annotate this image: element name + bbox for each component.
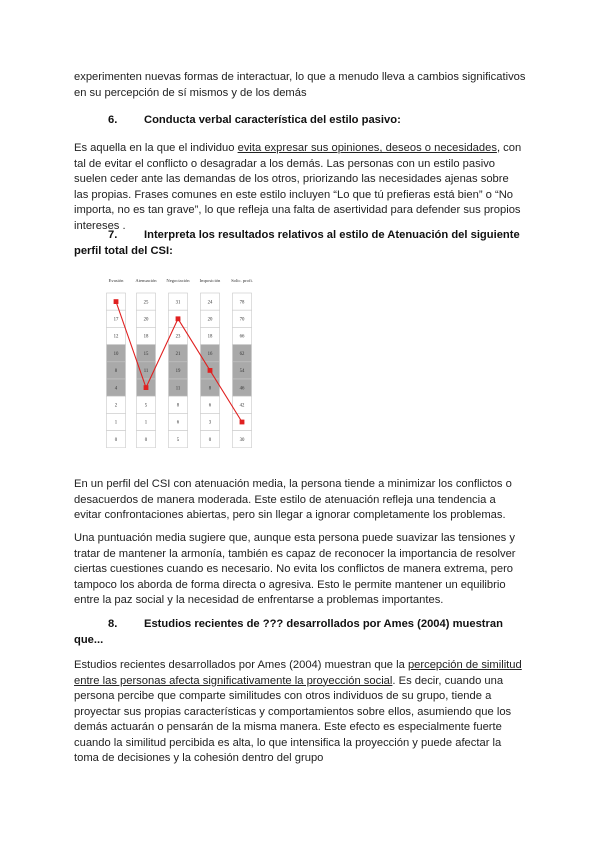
cell-value: 8 <box>208 386 212 392</box>
cell-value: 0 <box>114 437 118 443</box>
column-header: Imposición <box>199 278 221 283</box>
cell-value: 70 <box>239 317 245 323</box>
section-6-heading <box>74 113 526 129</box>
cell-value: 20 <box>143 317 149 323</box>
cell-value: 5 <box>176 437 180 443</box>
cell-value: 4 <box>114 386 118 392</box>
section-7-text-1: En un perfil del CSI con atenuación media, la persona tiende a minimizar los conflictos o desacuerdos de manera moderada. Este estilo de atenuación refleja una tendencia a evitar confrontaciones abiertas, pero sin llegar a ignorar completamente los problemas. <box>74 478 512 521</box>
cell-value: 6 <box>176 420 180 426</box>
cell-value: 8 <box>114 369 118 375</box>
cell-value: 11 <box>175 386 181 392</box>
section-6-text-prefix: Es aquella en la que el individuo <box>74 142 238 154</box>
cell-value: 24 <box>207 300 213 306</box>
cell-value: 5 <box>144 403 148 409</box>
section-8-underlined-text: percepción de similitud entre las personas afecta significativamente la proyección social <box>74 659 522 687</box>
cell-value: 21 <box>175 351 181 357</box>
column-header: Atenuación <box>135 278 157 283</box>
cell-value: 54 <box>239 369 245 375</box>
section-8-heading <box>74 617 526 648</box>
cell-value: 0 <box>144 437 148 443</box>
cell-value: 23 <box>175 334 181 340</box>
cell-value: 11 <box>143 369 149 375</box>
cell-value: 2 <box>114 403 118 409</box>
section-8-title: Estudios recientes de ??? desarrollados por Ames (2004) muestran que... <box>74 618 503 646</box>
cell-value: 8 <box>176 403 180 409</box>
profile-point <box>144 385 149 390</box>
cell-value: 62 <box>239 351 245 357</box>
section-8-text-prefix: Estudios recientes desarrollados por Ames (2004) muestran que la <box>74 659 408 671</box>
csi-profile-svg <box>106 272 270 448</box>
column-header: Solic. profi. <box>231 278 253 283</box>
section-7-title: Interpreta los resultados relativos al estilo de Atenuación del siguiente perfil total del CSI: <box>74 229 520 257</box>
cell-value: 16 <box>207 351 213 357</box>
section-8-number: 8. <box>108 618 118 630</box>
intro-paragraph <box>74 70 526 101</box>
section-7-text-2: Una puntuación media sugiere que, aunque esta persona puede suavizar las tensiones y tratar de mantener la armonía, también es capaz de reconocer la importancia de resolver ciertas cuestiones cuando es necesario. No evita los conflictos de manera extrema, pero tampoco los aborda de forma directa o agresiva. Esto le permite mantener un equilibrio entre la paz social y la necesidad de enfrentarse a problemas importantes. <box>74 532 516 606</box>
section-6-paragraph <box>74 141 526 234</box>
cell-value: 17 <box>113 317 119 323</box>
section-6-underlined-text: evita expresar sus opiniones, deseos o necesidades <box>237 142 497 154</box>
cell-value: 42 <box>239 403 245 409</box>
cell-value: 19 <box>175 369 181 375</box>
cell-value: 12 <box>113 334 119 340</box>
cell-value: 46 <box>239 386 245 392</box>
section-7-paragraph-2 <box>74 531 526 609</box>
cell-value: 66 <box>239 334 245 340</box>
cell-value: 18 <box>143 334 149 340</box>
column-header: Evasión <box>108 278 124 283</box>
cell-value: 10 <box>113 351 119 357</box>
section-7-paragraph-1 <box>74 477 526 524</box>
profile-point <box>208 368 213 373</box>
section-7-number: 7. <box>108 229 118 241</box>
intro-line-1: experimenten nuevas formas de interactuar, lo que a menudo lleva a cambios significativos <box>74 71 526 83</box>
cell-value: 6 <box>208 403 212 409</box>
column-header: Negociación <box>166 278 190 283</box>
cell-value: 0 <box>208 437 212 443</box>
cell-value: 20 <box>207 317 213 323</box>
profile-point <box>240 420 245 425</box>
intro-line-2: en su percepción de sí mismos y de los demás <box>74 86 307 99</box>
cell-value: 78 <box>239 300 245 306</box>
csi-profile-chart <box>106 272 270 448</box>
cell-value: 15 <box>143 351 149 357</box>
cell-value: 31 <box>175 300 181 306</box>
profile-point <box>176 316 181 321</box>
cell-value: 3 <box>208 420 212 426</box>
section-8-text-rest: . Es decir, cuando una persona percibe que comparte similitudes con otros individuos de su grupo, tiende a proyectar sus propias características y comportamientos sobre ellos, asumiendo que los demás actuarán o pensarán de la misma manera. Este efecto es especialmente fuerte cuando la similitud percibida es alta, lo que intensifica la proyección y puede afectar la toma de decisiones y la cohesión dentro del grupo <box>74 674 512 764</box>
cell-value: 25 <box>143 300 149 306</box>
cell-value: 18 <box>207 334 213 340</box>
cell-value: 30 <box>239 437 245 443</box>
section-8-paragraph <box>74 658 526 767</box>
cell-value: 1 <box>114 420 118 426</box>
section-6-number: 6. <box>108 114 118 126</box>
section-6-title: Conducta verbal característica del estilo pasivo: <box>144 114 401 126</box>
section-7-heading <box>74 228 526 259</box>
section-6-text-rest: , con tal de evitar el conflicto o desagradar a los demás. Las personas con un estilo pasivo suelen ceder ante las demandas de los otros, priorizando las necesidades ajenas sobre las propias. Frases comunes en este estilo incluyen “Lo que tú prefieras está bien” o “No importa, no es tan grave”, lo que refleja una falta de asertividad para defender sus propios intereses . <box>74 142 522 232</box>
profile-point <box>114 299 119 304</box>
cell-value: 1 <box>144 420 148 426</box>
